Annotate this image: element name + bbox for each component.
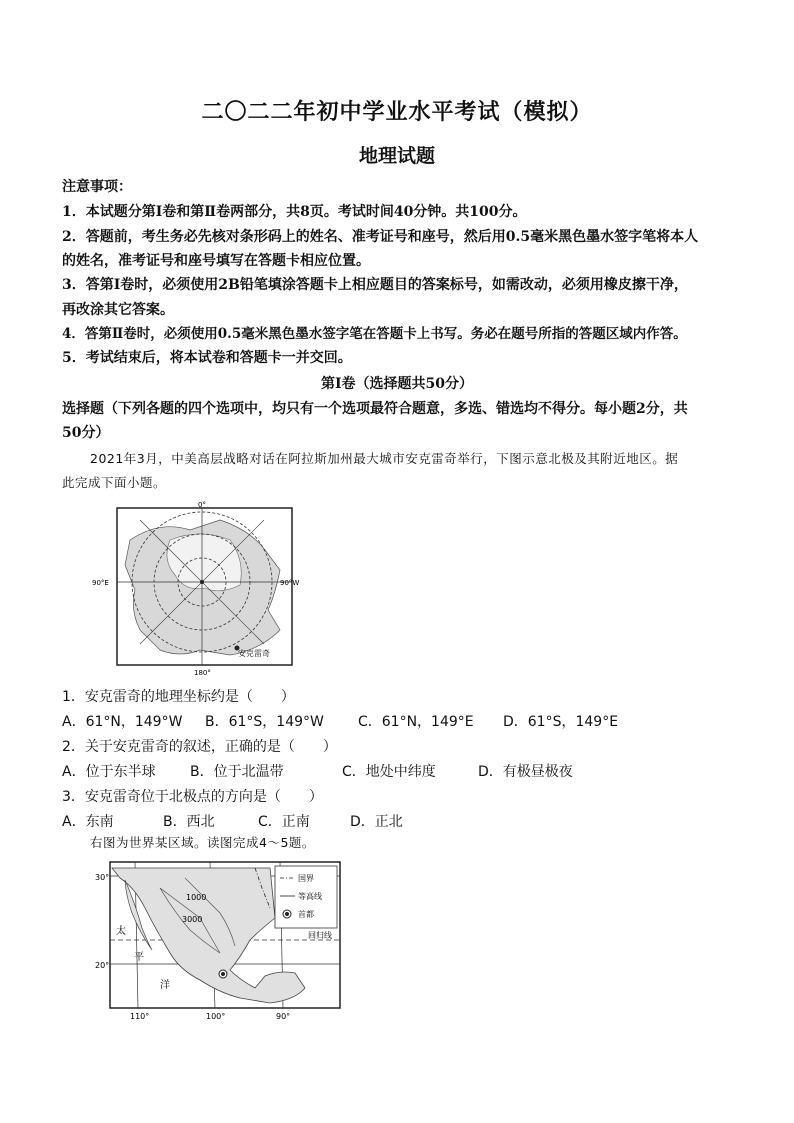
question-3-stem: 3．安克雷奇位于北极点的方向是（ ） [62,789,323,805]
section-heading: 第Ⅰ卷（选择题共50分） [320,376,474,392]
legend-capital-label: 首都 [298,910,314,919]
notice-heading: 注意事项： [62,179,132,195]
map1-label-left: 90°E [92,579,109,587]
question-3-option-a[interactable]: A．东南 [62,814,114,830]
passage-2-line-1: 右图为世界某区域。读图完成4～5题。 [90,835,315,850]
question-1-option-d[interactable]: D．61°S，149°E [503,714,619,730]
question-2-stem: 2．关于安克雷奇的叙述，正确的是（ ） [62,739,337,755]
notice-item-4: 4．答第Ⅱ卷时，必须使用0.5毫米黑色墨水签字笔在答题卡上书写。务必在题号所指的答题区域内作答。 [62,326,687,342]
question-3-option-b[interactable]: B．西北 [163,814,215,830]
page-subtitle: 地理试题 [358,145,435,167]
ocean-char-3: 洋 [160,980,170,991]
map1-label-right: 90°W [280,579,300,587]
ocean-char-2: 平 [134,952,144,963]
legend-contour-label: 等高线 [298,892,322,901]
question-3-option-c[interactable]: C．正南 [258,814,310,830]
notice-item-3: 3．答第Ⅰ卷时，必须使用2B铅笔填涂答题卡上相应题目的答案标号，如需改动，必须用橡皮擦干净， [62,277,688,293]
question-1-option-c[interactable]: C．61°N，149°E [358,714,474,730]
legend-border-label: 国界 [298,874,314,883]
lon-90-label: 90° [276,1012,291,1021]
question-1-option-a[interactable]: A．61°N，149°W [62,714,183,730]
question-3-option-d[interactable]: D．正北 [350,814,403,830]
section-instruction-1: 选择题（下列各题的四个选项中，均只有一个选项最符合题意，多选、错选均不得分。每小题2分，共 [62,401,688,417]
section-instruction-2: 50分） [62,425,110,441]
lon-100-label: 100° [206,1012,226,1021]
question-2-option-d[interactable]: D．有极昼极夜 [478,764,573,780]
question-2-option-b[interactable]: B．位于北温带 [190,764,284,780]
lon-110-label: 110° [130,1012,150,1021]
question-1-option-b[interactable]: B．61°S，149°W [205,714,324,730]
contour-1000-label: 1000 [186,893,207,902]
notice-item-2: 2．答题前，考生务必先核对条形码上的姓名、准考证号和座号，然后用0.5毫米黑色墨水签字笔将本人 [62,229,699,245]
question-2-option-c[interactable]: C．地处中纬度 [342,764,436,780]
map1-label-bottom: 180° [194,669,211,677]
tropic-label: 回归线 [308,931,332,940]
notice-item-1: 1．本试题分第Ⅰ卷和第Ⅱ卷两部分，共8页。考试时间40分钟。共100分。 [62,204,527,220]
passage-1-line-1: 2021年3月，中美高层战略对话在阿拉斯加州最大城市安克雷奇举行，下图示意北极及其附近地区。据 [90,451,679,466]
region-map [90,858,350,1023]
arctic-map [90,500,310,680]
map1-label-top: 0° [198,501,206,509]
notice-item-2-cont: 的姓名，准考证号和座号填写在答题卡相应位置。 [62,253,370,269]
question-1-stem: 1．安克雷奇的地理坐标约是（ ） [62,689,295,705]
question-2-option-a[interactable]: A．位于东半球 [62,764,156,780]
page-title: 二〇二二年初中学业水平考试（模拟） [201,99,593,125]
contour-3000-label: 3000 [182,915,203,924]
passage-1-line-2: 此完成下面小题。 [62,475,167,490]
notice-item-3-cont: 再改涂其它答案。 [62,302,174,318]
map1-label-city: 安克雷奇 [238,649,270,658]
lat-30-label: 30° [95,873,110,882]
notice-item-5: 5．考试结束后，将本试卷和答题卡一并交回。 [62,350,352,366]
ocean-char-1: 太 [116,926,126,937]
lat-20-label: 20° [95,961,110,970]
